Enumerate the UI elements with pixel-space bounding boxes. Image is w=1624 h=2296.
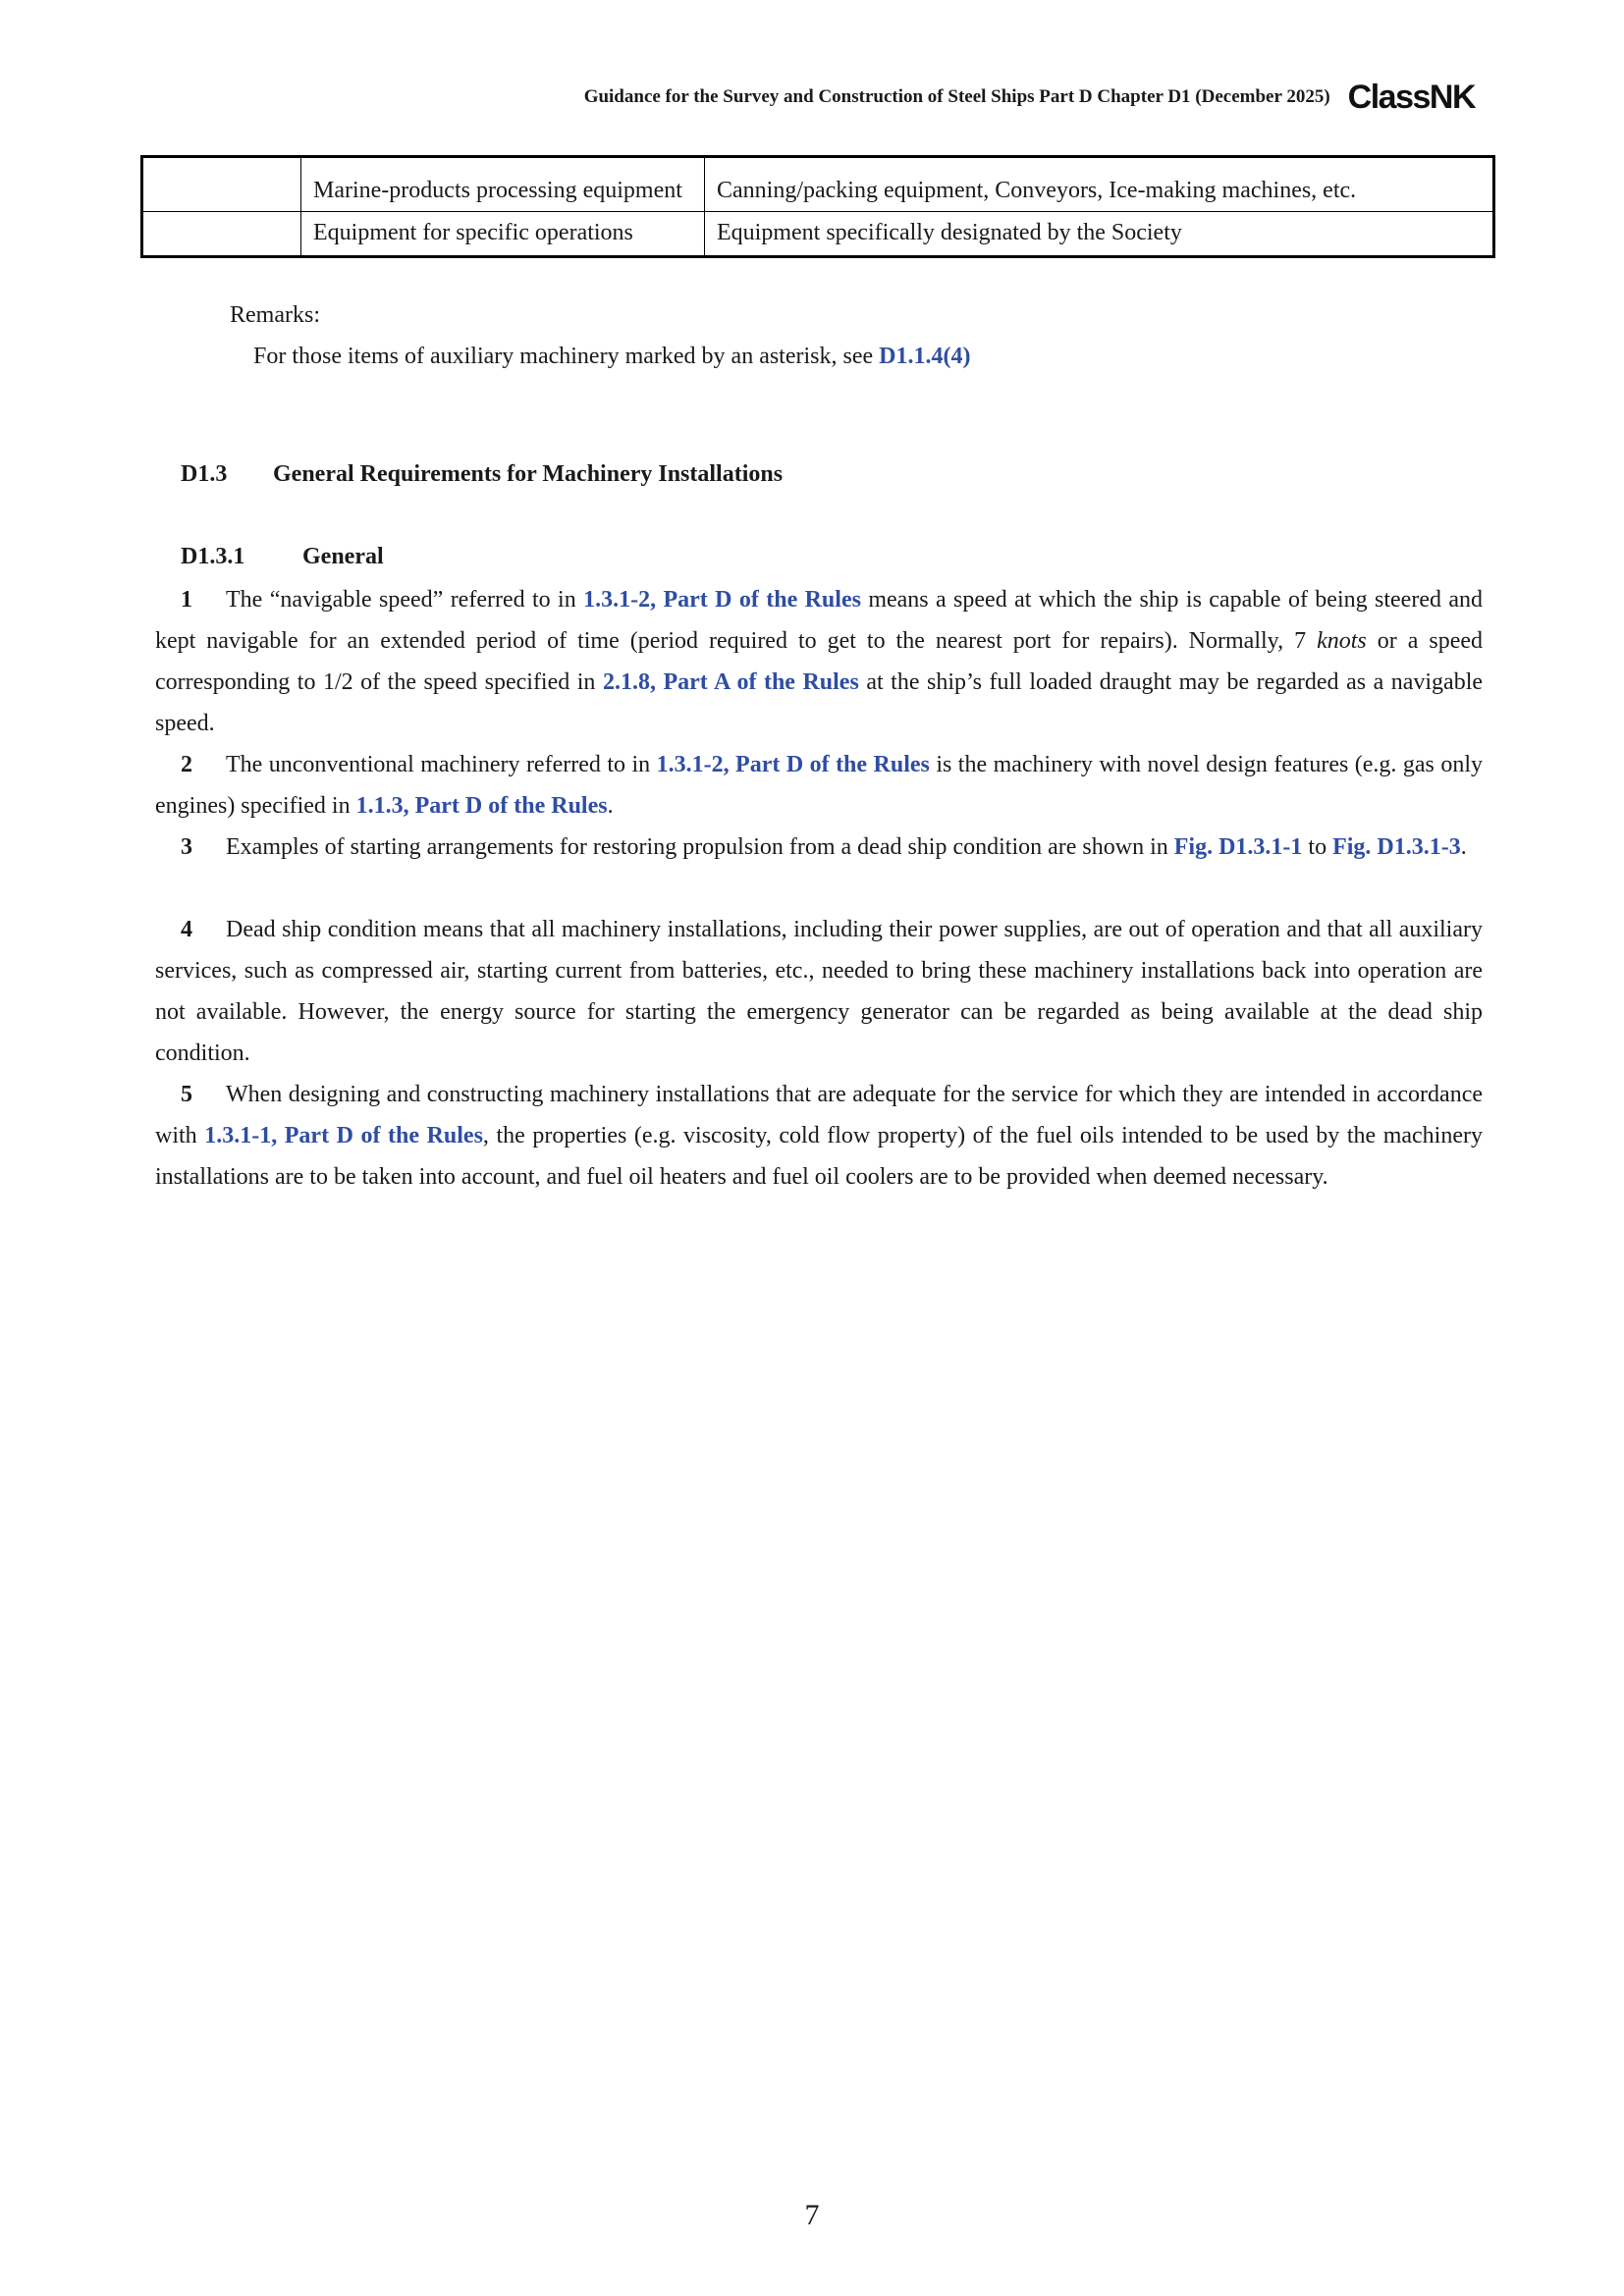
paragraph-number: 2	[181, 752, 192, 777]
table-cell-item: Equipment for specific operations	[301, 212, 705, 257]
classnk-logo: ClassNK	[1347, 79, 1475, 116]
text: Dead ship condition means that all machinery installations, including their power supplies, are out of operation and that all auxiliary services, such as compressed air, starting current from batteries, etc., needed to bring these machinery installations back into operation are not available. However, the energy source for starting the emergency generator can be regarded as being available at the dead ship condition.	[155, 917, 1483, 1066]
subsection-number: D1.3.1	[181, 544, 245, 569]
table-row	[142, 157, 1494, 212]
page-header	[584, 80, 1475, 114]
table-cell-examples: Canning/packing equipment, Conveyors, Ice-making machines, etc.	[705, 157, 1494, 212]
reference-link[interactable]: D1.1.4(4)	[879, 344, 971, 369]
auxiliary-machinery-table	[140, 155, 1495, 258]
remarks-body: For those items of auxiliary machinery marked by an asterisk, see	[253, 344, 880, 369]
page-number: 7	[804, 2199, 820, 2231]
section-title: General Requirements for Machinery Installations	[273, 461, 784, 487]
reference-link[interactable]: 1.1.3, Part D of the Rules	[355, 793, 608, 819]
text: is the machinery with novel design features (e.g. gas only engines) specified in	[155, 752, 1483, 819]
table-cell-empty	[142, 157, 301, 212]
reference-link[interactable]: Fig. D1.3.1-1	[1173, 834, 1303, 860]
table-cell-empty	[142, 212, 301, 257]
text: or a speed corresponding to 1/2 of the speed specified in	[155, 628, 1483, 695]
reference-link[interactable]: 2.1.8, Part A of the Rules	[602, 669, 859, 695]
text: , the properties (e.g. viscosity, cold flow property) of the fuel oils intended to be used by the machinery installations are to be taken into account, and fuel oil heaters and fuel oil coolers are to be provided when deemed necessary.	[155, 1123, 1483, 1190]
text: When designing and constructing machinery installations that are adequate for the service for which they are intended in accordance with	[155, 1082, 1483, 1148]
paragraph-number: 3	[181, 834, 192, 860]
paragraph-1	[155, 579, 1483, 744]
paragraph-number: 4	[181, 917, 192, 942]
paragraph-number: 1	[181, 587, 192, 613]
text: The “navigable speed” referred to in	[226, 587, 584, 613]
remarks-text	[253, 344, 970, 370]
unit-text: knots	[1317, 628, 1367, 654]
subsection-title: General	[302, 544, 384, 569]
paragraph-2	[155, 744, 1483, 827]
reference-link[interactable]: 1.3.1-1, Part D of the Rules	[204, 1123, 483, 1148]
paragraph-5	[155, 1074, 1483, 1198]
remarks-label: Remarks:	[230, 302, 320, 328]
section-number: D1.3	[181, 461, 228, 487]
paragraph-3	[155, 827, 1483, 868]
text: to	[1302, 834, 1333, 860]
text: means a speed at which the ship is capable of being steered and kept navigable for an extended period of time (period required to get to the nearest port for repairs). Normally, 7	[155, 587, 1483, 654]
text: The unconventional machinery referred to in	[226, 752, 657, 777]
table-cell-item: Marine-products processing equipment	[301, 157, 705, 212]
table-cell-examples: Equipment specifically designated by the Society	[705, 212, 1494, 257]
reference-link[interactable]: Fig. D1.3.1-3	[1332, 834, 1461, 860]
paragraph-number: 5	[181, 1082, 192, 1107]
reference-link[interactable]: 1.3.1-2, Part D of the Rules	[583, 587, 861, 613]
text: at the ship’s full loaded draught may be regarded as a navigable speed.	[155, 669, 1484, 736]
reference-link[interactable]: 1.3.1-2, Part D of the Rules	[656, 752, 930, 777]
text: .	[1460, 834, 1467, 860]
text: Examples of starting arrangements for restoring propulsion from a dead ship condition are shown in	[226, 834, 1174, 860]
header-title: Guidance for the Survey and Construction of Steel Ships Part D Chapter D1 (December 2025)	[583, 86, 1330, 107]
table-row	[142, 212, 1494, 257]
text: .	[607, 793, 614, 819]
paragraph-4	[155, 909, 1483, 1074]
